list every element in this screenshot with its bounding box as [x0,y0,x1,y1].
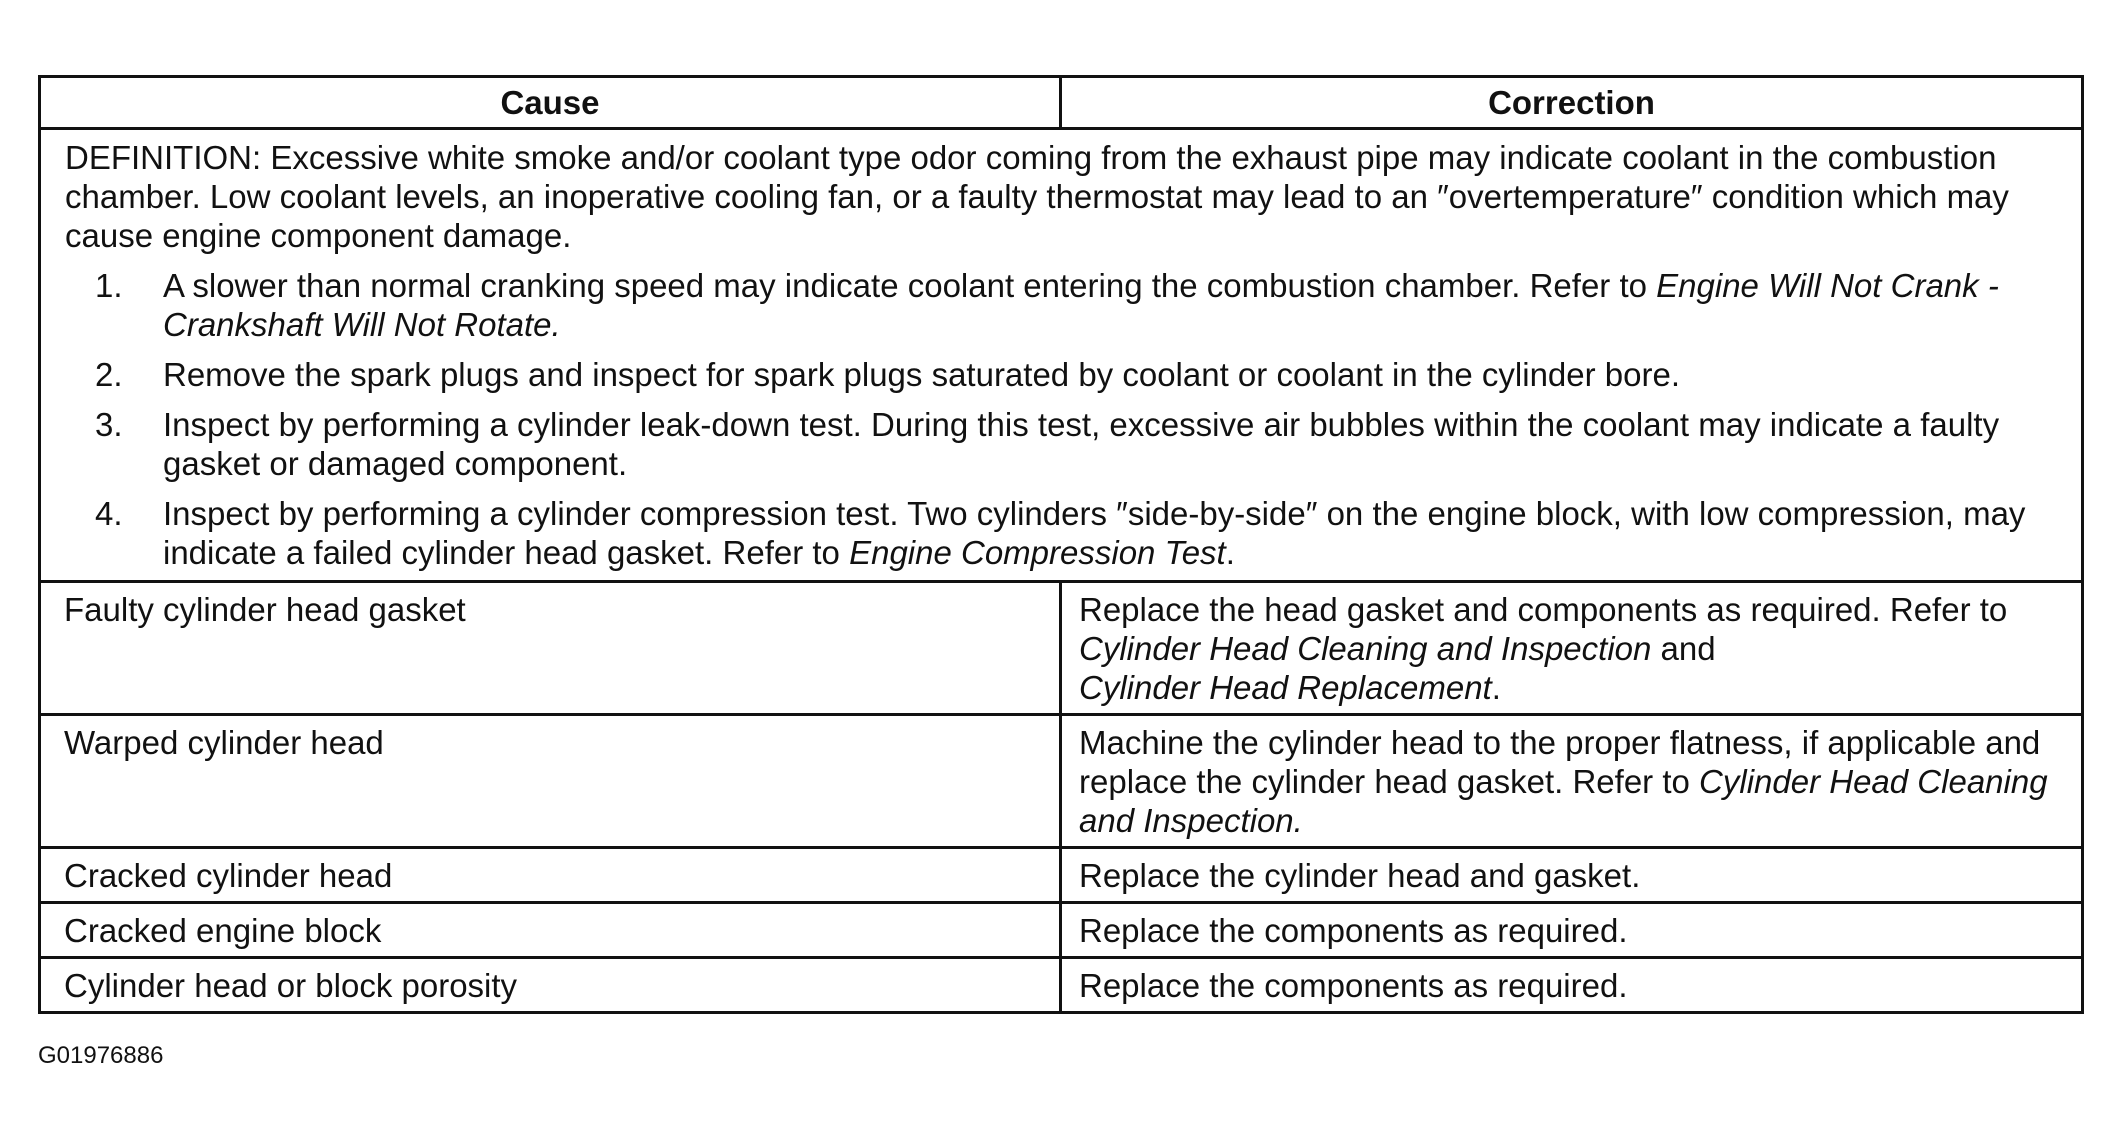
cause-cell: Cylinder head or block porosity [40,958,1061,1013]
correction-cell: Replace the components as required. [1061,903,2083,958]
step-number: 1. [95,267,123,304]
step-number: 4. [95,495,123,532]
step-text: Inspect by performing a cylinder leak-down test. During this test, excessive air bubbles within the coolant may indicate a faulty gasket or damaged component. [163,406,2000,482]
correction-text: and [1651,630,1716,667]
cause-cell: Cracked cylinder head [40,848,1061,903]
step-tail: . [551,306,561,343]
step-number: 3. [95,406,123,443]
table-row [40,582,2083,715]
correction-tail: . [1293,802,1303,839]
figure-id: G01976886 [38,1042,164,1069]
correction-text: Replace the head gasket and components as required. Refer to [1079,591,2008,628]
diagnostic-steps-list [65,266,2067,572]
correction-cell [1061,582,2083,715]
step-text: A slower than normal cranking speed may indicate coolant entering the combustion chamber. Refer to [163,267,1657,304]
step-reference: Engine Compression Test [849,534,1226,571]
step-reference: Engine Will Not Crank - Crankshaft Will Not Rotate [163,267,1999,343]
correction-reference: Cylinder Head Cleaning and Inspection [1079,763,2048,839]
definition-row [40,129,2083,582]
correction-text: Machine the cylinder head to the proper flatness, if applicable and replace the cylinder head gasket. Refer to [1079,724,2041,800]
cause-cell: Faulty cylinder head gasket [40,582,1061,715]
step-text: Remove the spark plugs and inspect for spark plugs saturated by coolant or coolant in the cylinder bore. [163,356,1681,393]
cause-cell: Warped cylinder head [40,715,1061,848]
column-header-correction: Correction [1061,77,2083,129]
list-item [65,405,2067,483]
step-tail: . [1225,534,1235,571]
list-item [65,494,2067,572]
table-row [40,903,2083,958]
table-row [40,715,2083,848]
correction-reference: Cylinder Head Cleaning and Inspection [1079,630,1652,667]
list-item [65,355,2067,394]
cause-correction-table [38,75,2084,1014]
correction-reference: Cylinder Head Replacement [1079,669,1492,706]
correction-cell: Replace the components as required. [1061,958,2083,1013]
table-row [40,848,2083,903]
correction-cell [1061,715,2083,848]
correction-tail: . [1491,669,1501,706]
definition-text: DEFINITION: Excessive white smoke and/or coolant type odor coming from the exhaust pipe may indicate coolant in the combustion chamber. Low coolant levels, an inoperative cooling fan, or a faulty thermostat may lead to an ″overtemperature″ condition which may cause engine component damage. [65,139,2009,254]
step-number: 2. [95,356,123,393]
table-header-row [40,77,2083,129]
table-row [40,958,2083,1013]
column-header-cause: Cause [40,77,1061,129]
correction-cell: Replace the cylinder head and gasket. [1061,848,2083,903]
step-text: Inspect by performing a cylinder compression test. Two cylinders ″side-by-side″ on the engine block, with low compression, may indicate a failed cylinder head gasket. Refer to [163,495,2026,571]
definition-cell [40,129,2083,582]
cause-cell: Cracked engine block [40,903,1061,958]
list-item [65,266,2067,344]
